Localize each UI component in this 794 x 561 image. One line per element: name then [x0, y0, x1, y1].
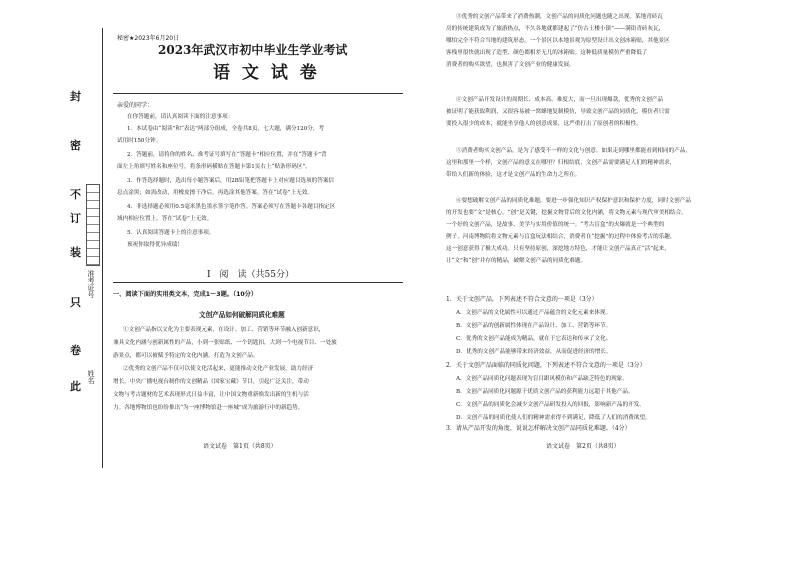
- para-line: 的开发也要“文”是核心，“创”是关键，挖掘文物背后的文化内涵，将文物元素与现代审美相结合。: [446, 210, 687, 216]
- notice-line: 3．作答选择题时，选出每小题答案后，用2B铅笔把答题卡上对应题目选项的答案信: [127, 178, 335, 184]
- para-line: 哪怕完全不符合当地的建筑形态。一个景区以本地景观为原型设计出文创冰箱贴，其他景区: [446, 38, 670, 44]
- notice-line: 在你答题前，请认真阅读下面的注意事项：: [127, 114, 234, 120]
- question-stem: 3．请从产品开发的角度，说说怎样解决文创产品同质化难题。（4分）: [446, 425, 631, 432]
- para-line: 消费者的购买欲望，也损害了文创产业的健康发展。: [446, 62, 575, 68]
- para-line: 力。各地博物馆也纷纷推出“为一座博物馆赴一座城”成为旅游行中的新趋势。: [113, 405, 304, 411]
- para-line: 这里和那里一个样，文创产品的意义在哪里？归根结底，文创产品需要满足人们的精神需求，: [446, 160, 676, 166]
- notice-greeting: 亲爱的同学：: [117, 102, 154, 109]
- question-option: C．优秀的文创产品能成为精品，就在于它表达和传承了文化。: [456, 336, 612, 342]
- seal-char: 不: [70, 188, 81, 201]
- para-line: 增长。中央广播电视台制作的文创精品《国家宝藏》节目，引起广泛关注，带动: [113, 379, 309, 385]
- notice-line: 4．非选择题必须用0.5毫米黑色墨水签字笔作答。答案必须写在答题卡各题目指定区: [127, 204, 336, 210]
- section-rule: [113, 282, 403, 283]
- footer-right: 语文试卷 第2页（共8页）: [546, 443, 620, 450]
- para-line: 游景点，都可以被赋予特定的文化内涵，打造为文创产品。: [113, 353, 259, 359]
- binding-line: [102, 28, 103, 468]
- notice-line: 预祝你取得优异成绩！: [127, 242, 183, 248]
- section-heading: Ⅰ 阅 读（共55分）: [207, 270, 295, 280]
- binding-margin: [0, 0, 104, 561]
- question-option: A．文创产品的文化属性可以通过产品蕴含的文化元素来体现。: [456, 310, 612, 316]
- seal-char: 只: [70, 296, 81, 309]
- seal-char: 封: [70, 90, 81, 103]
- notice-line: 5．认真阅读答题卡上的注意事项。: [127, 230, 215, 236]
- para-line: ②优秀的文创产品不仅可以使文化活起来，更能推动文化产业发展，助力经济: [123, 366, 314, 372]
- exam-number-label: 准考证号: [87, 270, 95, 298]
- para-line: 要投入很少的成本，就能坐享他人的创意成果，这严重打击了原创者的积极性。: [446, 121, 642, 127]
- notice-line: 域内相应位置上。答在“试卷”上无效。: [117, 216, 213, 222]
- para-line: 这一创意获得了极大成功。只有坚持原创，深挖地方特色，才能让文创产品真正“活”起来，: [446, 246, 670, 252]
- question-stem: 2．关于文创产品面临的同质化问题，下列表述不符合文意的一项是（3分）: [446, 362, 646, 369]
- subject-title: 语 文 试 卷: [213, 63, 320, 83]
- para-line: 客栈里很快就出现了造型、颜色都相差无几的冰箱贴。这种低质量模仿严重降低了: [446, 50, 648, 56]
- para-line: ④文创产品开发设计的周期长、成本高、难度大，而一旦出现爆款，优秀的文创产品: [456, 97, 663, 103]
- seal-char: 订: [70, 212, 81, 225]
- para-line: 带给人们新的体验，这才是文创产品的生命力之所在。: [446, 172, 581, 178]
- question-option: D．文创产品的同质化使人们的精神需求得不到满足，降低了人们的消费欲望。: [456, 415, 651, 421]
- question-option: B．文创产品的创新属性体现在产品设计、加工、营销等环节。: [456, 323, 612, 329]
- footer-left: 语文试卷 第1页（共8页）: [203, 443, 277, 450]
- seal-char: 装: [70, 246, 81, 259]
- article-title: 文创产品如何破解同质化难题: [199, 311, 285, 319]
- para-line: 房的传统建筑成为了旅游热点，不久各地就都建起了“仿古土楼小镇”——满街青砖灰瓦，: [446, 26, 665, 32]
- para-line: ⑤消费者购买文创产品，是为了感受不一样的文化与创意。如果走到哪里都能看到相同的产品，: [456, 148, 691, 154]
- question-option: B．文创产品同质化问题源于优质文创产品的获利能力远超于其他产品。: [456, 389, 634, 395]
- question-option: C．文创产品的同质化会减少文创产品研发投入的回报，影响新产品的开发。: [456, 402, 645, 408]
- name-label: 姓名: [87, 370, 95, 384]
- question-option: D．优秀的文创产品能够带来经济效益，从而促进经济的增长。: [456, 349, 612, 355]
- para-line: 例子，河南博物院将文物元素与盲盒玩法相结合，消费者在“挖掘”的过程中体验考古的乐趣，: [446, 234, 676, 240]
- notice-line: 面左上角填写姓名和座位号，将条形码横贴在答题卡第1页右上“贴条形码区”。: [117, 164, 311, 170]
- title-rule: [113, 93, 403, 94]
- seal-char: 此: [70, 380, 81, 393]
- notice-line: 1．本试卷由“阅读”和“表达”两部分组成，全卷共8页，七大题，满分120分，考: [127, 126, 325, 132]
- notice-line: 2．答题前，请将你的姓名、准考证号填写在“答题卡”相应位置，并在“答题卡”背: [127, 152, 327, 158]
- para-line: 让“文”和“创”并存的精品，破解文创产品的同质化难题。: [446, 258, 587, 264]
- para-line: ⑥要想破解文创产品的同质化难题，要进一步强化知识产权保护意识和保护力度，同时文创产品: [456, 198, 691, 204]
- notice-line: 息点涂黑；如需改动，用橡皮擦干净后，再选涂其他答案。答在“试卷”上无效。: [117, 190, 313, 196]
- para-line: ③优秀的文创产品带来了消费热潮，文创产品的同质化问题也随之出现。某地青砖瓦: [456, 14, 663, 20]
- para-line: 兼具文化内涵与创新属性的产品，小到一张贴纸、一个钥匙扣，大到一个电视节目、一处旅: [113, 340, 337, 346]
- notice-line: 试用时150分钟。: [117, 138, 162, 144]
- question-option: A．文创产品同质化问题表现为盲目跟风模仿和产品缺乏特色的现象。: [456, 376, 628, 382]
- part1-heading: 一、阅读下面的实用类文本，完成1～3题。（10分）: [113, 291, 258, 298]
- seal-char: 卷: [70, 344, 81, 357]
- para-line: 文物与考古题材的艺术表现形式日益丰富，让中国文物重新焕发出新的生机与活: [113, 392, 309, 398]
- seal-char: 密: [70, 139, 81, 152]
- para-line: ①文创产品指以文化为主要表现元素，在设计、加工、营销等环节融入创新意识，: [123, 327, 325, 333]
- exam-title: 2023年武汉市初中毕业生学业考试: [158, 43, 348, 57]
- exam-number-grid: [86, 184, 100, 266]
- para-line: 一个好的文创产品，是故事、美学与实用价值的统一。“考古盲盒”的火爆就是一个典型的: [446, 222, 665, 228]
- para-line: 被证明了能获取利润，又很容易被一窝蜂地复制模仿，导致文创产品的同质化。模仿者只需: [446, 109, 670, 115]
- question-stem: 1．关于文创产品，下列表述不符合文意的一项是（3分）: [446, 296, 598, 303]
- secret-mark: 秘密★2023年6月20日: [117, 35, 180, 42]
